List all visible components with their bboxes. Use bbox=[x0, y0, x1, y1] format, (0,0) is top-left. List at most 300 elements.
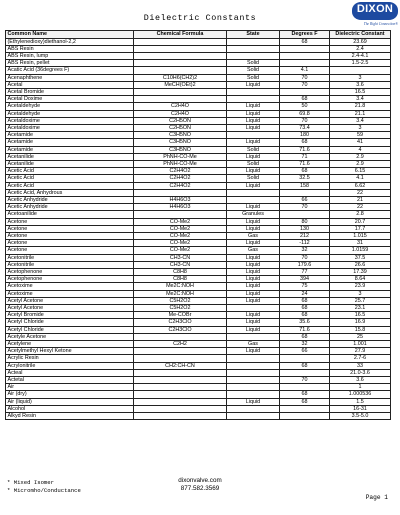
cell-degrees-f: 32 bbox=[280, 341, 330, 348]
table-row bbox=[6, 377, 391, 384]
cell-common-name: Acetal bbox=[6, 81, 134, 88]
cell-degrees-f: 71 bbox=[280, 153, 330, 160]
cell-dielectric-constant: 21.8 bbox=[330, 103, 391, 110]
cell-chemical-formula: CO-Me2 bbox=[134, 240, 227, 247]
table-row bbox=[6, 160, 391, 167]
cell-chemical-formula: CO-Me2 bbox=[134, 218, 227, 225]
cell-chemical-formula bbox=[134, 398, 227, 405]
cell-chemical-formula bbox=[134, 88, 227, 95]
cell-degrees-f bbox=[280, 405, 330, 412]
cell-degrees-f: 130 bbox=[280, 225, 330, 232]
cell-state: Solid bbox=[227, 74, 280, 81]
cell-degrees-f: 71.6 bbox=[280, 160, 330, 167]
cell-chemical-formula: C8H8 bbox=[134, 269, 227, 276]
header-common-name: Common Name bbox=[6, 31, 134, 39]
cell-common-name: Air (liquid) bbox=[6, 398, 134, 405]
cell-dielectric-constant bbox=[330, 67, 391, 74]
table-row bbox=[6, 67, 391, 74]
cell-state bbox=[227, 45, 280, 52]
page-number: Page 1 bbox=[365, 494, 388, 501]
cell-state bbox=[227, 38, 280, 45]
table-row bbox=[6, 168, 391, 175]
cell-dielectric-constant: 20.7 bbox=[330, 218, 391, 225]
cell-dielectric-constant: 16.5 bbox=[330, 312, 391, 319]
cell-common-name: Acetic Acid bbox=[6, 182, 134, 189]
table-row bbox=[6, 81, 391, 88]
cell-state bbox=[227, 52, 280, 59]
cell-degrees-f: 180 bbox=[280, 132, 330, 139]
cell-degrees-f: -112 bbox=[280, 240, 330, 247]
cell-chemical-formula bbox=[134, 189, 227, 196]
cell-degrees-f bbox=[280, 88, 330, 95]
cell-degrees-f: 68 bbox=[280, 398, 330, 405]
table-row bbox=[6, 232, 391, 239]
cell-common-name: Acetone bbox=[6, 218, 134, 225]
cell-chemical-formula: C2H4O bbox=[134, 103, 227, 110]
cell-state bbox=[227, 405, 280, 412]
cell-chemical-formula: C2H2 bbox=[134, 341, 227, 348]
cell-common-name: Acetone bbox=[6, 240, 134, 247]
table-row bbox=[6, 413, 391, 420]
cell-common-name: ABS Resin bbox=[6, 45, 134, 52]
table-row bbox=[6, 218, 391, 225]
cell-state bbox=[227, 88, 280, 95]
cell-chemical-formula: C10H6(CH2)2 bbox=[134, 74, 227, 81]
cell-chemical-formula bbox=[134, 333, 227, 340]
cell-degrees-f: 179.6 bbox=[280, 261, 330, 268]
cell-common-name: Acetone bbox=[6, 232, 134, 239]
cell-state: Liquid bbox=[227, 269, 280, 276]
cell-state: Liquid bbox=[227, 240, 280, 247]
website-link[interactable]: dixonvalve.com bbox=[178, 477, 222, 484]
cell-degrees-f: 66 bbox=[280, 196, 330, 203]
cell-state: Liquid bbox=[227, 290, 280, 297]
table-row bbox=[6, 319, 391, 326]
cell-dielectric-constant: 21 bbox=[330, 196, 391, 203]
table-row bbox=[6, 341, 391, 348]
cell-common-name: Acetal Doxime bbox=[6, 96, 134, 103]
table-row bbox=[6, 312, 391, 319]
cell-degrees-f: 68 bbox=[280, 333, 330, 340]
cell-chemical-formula: PhNH-CO-Me bbox=[134, 160, 227, 167]
table-row bbox=[6, 88, 391, 95]
cell-common-name: Alkyd Resin bbox=[6, 413, 134, 420]
cell-state: Liquid bbox=[227, 204, 280, 211]
cell-degrees-f: 68 bbox=[280, 362, 330, 369]
cell-chemical-formula bbox=[134, 60, 227, 67]
cell-chemical-formula bbox=[134, 96, 227, 103]
cell-chemical-formula: C2H5ON bbox=[134, 124, 227, 131]
cell-degrees-f: 4.1 bbox=[280, 67, 330, 74]
table-row bbox=[6, 326, 391, 333]
table-row bbox=[6, 283, 391, 290]
cell-common-name: ABS Resin, pellet bbox=[6, 60, 134, 67]
cell-chemical-formula bbox=[134, 52, 227, 59]
cell-dielectric-constant: 25.7 bbox=[330, 297, 391, 304]
cell-state bbox=[227, 305, 280, 312]
cell-degrees-f: 68 bbox=[280, 312, 330, 319]
cell-degrees-f: 66 bbox=[280, 348, 330, 355]
cell-state: Solid bbox=[227, 175, 280, 182]
cell-dielectric-constant: 22 bbox=[330, 204, 391, 211]
cell-common-name: Acetic Acid, Anhydrous bbox=[6, 189, 134, 196]
cell-dielectric-constant: 1.0159 bbox=[330, 247, 391, 254]
dixon-logo bbox=[352, 2, 398, 30]
cell-common-name: Acetic Acid bbox=[6, 168, 134, 175]
cell-chemical-formula: H4H6O3 bbox=[134, 196, 227, 203]
cell-dielectric-constant: 2.9 bbox=[330, 153, 391, 160]
logo-tagline: The Right Connection® bbox=[363, 22, 398, 26]
cell-degrees-f bbox=[280, 355, 330, 362]
cell-degrees-f: 35.6 bbox=[280, 319, 330, 326]
cell-dielectric-constant: 22 bbox=[330, 189, 391, 196]
table-row bbox=[6, 384, 391, 391]
cell-state: Liquid bbox=[227, 124, 280, 131]
cell-chemical-formula: CO-Me2 bbox=[134, 247, 227, 254]
cell-chemical-formula bbox=[134, 348, 227, 355]
cell-dielectric-constant: 3.4 bbox=[330, 117, 391, 124]
table-row bbox=[6, 254, 391, 261]
cell-state: Liquid bbox=[227, 182, 280, 189]
cell-dielectric-constant: 3.6 bbox=[330, 81, 391, 88]
cell-dielectric-constant: 3 bbox=[330, 74, 391, 81]
cell-state: Liquid bbox=[227, 103, 280, 110]
footnote-micromho: * Micromho/Conductance bbox=[7, 486, 81, 494]
cell-chemical-formula: H4H6O3 bbox=[134, 204, 227, 211]
cell-state: Liquid bbox=[227, 319, 280, 326]
cell-state: Liquid bbox=[227, 117, 280, 124]
cell-dielectric-constant: 3.4 bbox=[330, 96, 391, 103]
cell-common-name: Acetanilide bbox=[6, 153, 134, 160]
cell-common-name: Alcohol bbox=[6, 405, 134, 412]
cell-degrees-f: 70 bbox=[280, 377, 330, 384]
cell-common-name: Acetylmethyl Hexyl Ketone bbox=[6, 348, 134, 355]
cell-common-name: Acetamide bbox=[6, 139, 134, 146]
table-row bbox=[6, 225, 391, 232]
cell-chemical-formula: C5H2O2 bbox=[134, 297, 227, 304]
cell-state: Liquid bbox=[227, 312, 280, 319]
cell-dielectric-constant: 31 bbox=[330, 240, 391, 247]
cell-common-name: Acetonitrile bbox=[6, 254, 134, 261]
cell-common-name: Acetic Anhydride bbox=[6, 196, 134, 203]
cell-dielectric-constant: 6.15 bbox=[330, 168, 391, 175]
table-row bbox=[6, 189, 391, 196]
cell-chemical-formula: Me-COBr bbox=[134, 312, 227, 319]
cell-dielectric-constant: 33 bbox=[330, 362, 391, 369]
cell-degrees-f: 73.4 bbox=[280, 124, 330, 131]
cell-dielectric-constant: 8.64 bbox=[330, 276, 391, 283]
cell-degrees-f: 68 bbox=[280, 168, 330, 175]
cell-dielectric-constant: 1.5-2.5 bbox=[330, 60, 391, 67]
cell-chemical-formula: CO-Me2 bbox=[134, 232, 227, 239]
cell-degrees-f bbox=[280, 189, 330, 196]
cell-state: Liquid bbox=[227, 283, 280, 290]
page-title: Dielectric Constants bbox=[143, 13, 257, 23]
cell-dielectric-constant: 23.9 bbox=[330, 283, 391, 290]
cell-dielectric-constant: 3 bbox=[330, 124, 391, 131]
cell-common-name: Acetamide bbox=[6, 146, 134, 153]
header-degrees-f: Degrees F bbox=[280, 31, 330, 39]
cell-common-name: Acetophenone bbox=[6, 269, 134, 276]
cell-dielectric-constant: 15.8 bbox=[330, 326, 391, 333]
cell-chemical-formula bbox=[134, 413, 227, 420]
cell-state: Liquid bbox=[227, 81, 280, 88]
cell-dielectric-constant: 3 bbox=[330, 290, 391, 297]
table-row bbox=[6, 196, 391, 203]
cell-chemical-formula: C2H5ON bbox=[134, 117, 227, 124]
cell-degrees-f bbox=[280, 60, 330, 67]
cell-state bbox=[227, 362, 280, 369]
cell-common-name: Acetaldoxime bbox=[6, 124, 134, 131]
cell-degrees-f: 70 bbox=[280, 74, 330, 81]
table-row bbox=[6, 391, 391, 398]
cell-degrees-f: 77 bbox=[280, 269, 330, 276]
table-row bbox=[6, 146, 391, 153]
cell-dielectric-constant: 1.015 bbox=[330, 232, 391, 239]
cell-dielectric-constant: 59 bbox=[330, 132, 391, 139]
cell-dielectric-constant: 16.9 bbox=[330, 319, 391, 326]
cell-common-name: Acetaldehyde bbox=[6, 110, 134, 117]
cell-state bbox=[227, 391, 280, 398]
table-body bbox=[6, 38, 391, 420]
cell-common-name: Acetophenone bbox=[6, 276, 134, 283]
cell-state bbox=[227, 96, 280, 103]
cell-common-name: Acetonitrile bbox=[6, 261, 134, 268]
table-row bbox=[6, 405, 391, 412]
cell-state: Granules bbox=[227, 211, 280, 218]
table-row bbox=[6, 103, 391, 110]
cell-chemical-formula bbox=[134, 377, 227, 384]
cell-common-name: Acetal Bromide bbox=[6, 88, 134, 95]
cell-degrees-f: 68 bbox=[280, 391, 330, 398]
cell-common-name: Air bbox=[6, 384, 134, 391]
cell-chemical-formula bbox=[134, 355, 227, 362]
cell-degrees-f: 71.6 bbox=[280, 146, 330, 153]
cell-state bbox=[227, 189, 280, 196]
cell-common-name: Acetyle Acetone bbox=[6, 333, 134, 340]
table-row bbox=[6, 60, 391, 67]
dielectric-table bbox=[5, 30, 391, 420]
cell-state: Liquid bbox=[227, 153, 280, 160]
table-row bbox=[6, 247, 391, 254]
cell-chemical-formula: C2H4O bbox=[134, 110, 227, 117]
table-row bbox=[6, 117, 391, 124]
cell-state bbox=[227, 384, 280, 391]
cell-degrees-f: 80 bbox=[280, 218, 330, 225]
table-row bbox=[6, 290, 391, 297]
cell-chemical-formula bbox=[134, 67, 227, 74]
cell-dielectric-constant: 4 bbox=[330, 146, 391, 153]
cell-state: Liquid bbox=[227, 218, 280, 225]
cell-state: Solid bbox=[227, 67, 280, 74]
cell-degrees-f: 75 bbox=[280, 283, 330, 290]
table-row bbox=[6, 175, 391, 182]
cell-dielectric-constant: 25 bbox=[330, 333, 391, 340]
table-row bbox=[6, 305, 391, 312]
table-row bbox=[6, 52, 391, 59]
cell-degrees-f bbox=[280, 52, 330, 59]
cell-dielectric-constant: 21.0-3.6 bbox=[330, 369, 391, 376]
phone-number: 877.582.3569 bbox=[180, 485, 220, 492]
cell-chemical-formula: Me2C:NOH bbox=[134, 283, 227, 290]
table-row bbox=[6, 74, 391, 81]
table-row bbox=[6, 124, 391, 131]
cell-dielectric-constant: 2.9 bbox=[330, 160, 391, 167]
cell-common-name: Acetaldoxime bbox=[6, 117, 134, 124]
cell-degrees-f: 158 bbox=[280, 182, 330, 189]
cell-common-name: Acetic Anhydride bbox=[6, 204, 134, 211]
cell-state bbox=[227, 333, 280, 340]
table-row bbox=[6, 38, 391, 45]
table-row bbox=[6, 333, 391, 340]
cell-chemical-formula: C8H8 bbox=[134, 276, 227, 283]
cell-chemical-formula bbox=[134, 369, 227, 376]
cell-chemical-formula: C2H3ClO bbox=[134, 326, 227, 333]
cell-common-name: Acetyl Chloride bbox=[6, 319, 134, 326]
cell-chemical-formula: C5H2O2 bbox=[134, 305, 227, 312]
cell-dielectric-constant: 21.1 bbox=[330, 110, 391, 117]
cell-degrees-f: 394 bbox=[280, 276, 330, 283]
cell-state: Liquid bbox=[227, 326, 280, 333]
header-state: State bbox=[227, 31, 280, 39]
cell-state bbox=[227, 377, 280, 384]
cell-degrees-f: 68 bbox=[280, 139, 330, 146]
cell-dielectric-constant: 1.5 bbox=[330, 398, 391, 405]
cell-state bbox=[227, 132, 280, 139]
cell-degrees-f: 68 bbox=[280, 96, 330, 103]
cell-degrees-f: 50 bbox=[280, 103, 330, 110]
cell-chemical-formula bbox=[134, 38, 227, 45]
cell-degrees-f: 24 bbox=[280, 290, 330, 297]
cell-chemical-formula: C3H5NO bbox=[134, 132, 227, 139]
cell-chemical-formula bbox=[134, 45, 227, 52]
cell-common-name: Acetyl Acetone bbox=[6, 297, 134, 304]
cell-degrees-f: 32 bbox=[280, 247, 330, 254]
cell-state: Liquid bbox=[227, 297, 280, 304]
cell-dielectric-constant: 2.4 bbox=[330, 45, 391, 52]
cell-chemical-formula: MeCH(OEt)2 bbox=[134, 81, 227, 88]
cell-chemical-formula: CH2:CH-CN bbox=[134, 362, 227, 369]
cell-state: Liquid bbox=[227, 139, 280, 146]
cell-degrees-f bbox=[280, 413, 330, 420]
cell-dielectric-constant: 26.6 bbox=[330, 261, 391, 268]
table-row bbox=[6, 362, 391, 369]
table-row bbox=[6, 269, 391, 276]
cell-dielectric-constant: 16.5 bbox=[330, 88, 391, 95]
cell-common-name: Acetoxime bbox=[6, 283, 134, 290]
cell-state: Gas bbox=[227, 247, 280, 254]
cell-chemical-formula: CH3-CN bbox=[134, 254, 227, 261]
table-row bbox=[6, 398, 391, 405]
cell-state: Gas bbox=[227, 232, 280, 239]
table-row bbox=[6, 204, 391, 211]
cell-common-name: Acatic Acid (36degrees F) bbox=[6, 67, 134, 74]
cell-common-name: Acenaphthene bbox=[6, 74, 134, 81]
cell-dielectric-constant: 17.39 bbox=[330, 269, 391, 276]
cell-common-name: Acetone bbox=[6, 247, 134, 254]
cell-chemical-formula: C2H4O2 bbox=[134, 168, 227, 175]
cell-common-name: Air (dry) bbox=[6, 391, 134, 398]
table-row bbox=[6, 139, 391, 146]
cell-chemical-formula: C2H4O2 bbox=[134, 182, 227, 189]
cell-state: Liquid bbox=[227, 110, 280, 117]
cell-common-name: Acetylene bbox=[6, 341, 134, 348]
cell-dielectric-constant: 2.4-4.1 bbox=[330, 52, 391, 59]
cell-dielectric-constant: 1 bbox=[330, 384, 391, 391]
cell-dielectric-constant: 23.69 bbox=[330, 38, 391, 45]
cell-common-name: Actetal bbox=[6, 377, 134, 384]
table-row bbox=[6, 355, 391, 362]
cell-chemical-formula: C2H3ClO bbox=[134, 319, 227, 326]
cell-state: Liquid bbox=[227, 348, 280, 355]
contact-info bbox=[0, 477, 400, 493]
table-row bbox=[6, 96, 391, 103]
cell-state: Liquid bbox=[227, 225, 280, 232]
footnote-mixed-isomer: * Mixed Isomer bbox=[7, 479, 54, 486]
cell-degrees-f: 68 bbox=[280, 305, 330, 312]
table-row bbox=[6, 110, 391, 117]
cell-chemical-formula bbox=[134, 211, 227, 218]
cell-dielectric-constant: 3.6 bbox=[330, 377, 391, 384]
cell-degrees-f: 212 bbox=[280, 232, 330, 239]
table-row bbox=[6, 211, 391, 218]
cell-dielectric-constant: 6.62 bbox=[330, 182, 391, 189]
cell-state: Solid bbox=[227, 160, 280, 167]
cell-degrees-f bbox=[280, 45, 330, 52]
table-row bbox=[6, 297, 391, 304]
cell-dielectric-constant: 2.7-6 bbox=[330, 355, 391, 362]
cell-common-name: (Ethylenedioxy)diethanol-2,2 bbox=[6, 38, 134, 45]
cell-state bbox=[227, 355, 280, 362]
cell-dielectric-constant: 1.001 bbox=[330, 341, 391, 348]
header-dielectric-constant: Dielectric Constant bbox=[330, 31, 391, 39]
cell-common-name: Acetoxime bbox=[6, 290, 134, 297]
cell-dielectric-constant: 16-31 bbox=[330, 405, 391, 412]
cell-degrees-f: 69.8 bbox=[280, 110, 330, 117]
cell-state bbox=[227, 196, 280, 203]
cell-dielectric-constant: 37.5 bbox=[330, 254, 391, 261]
cell-common-name: Acetyl Bromide bbox=[6, 312, 134, 319]
cell-chemical-formula: Me2C:NOH bbox=[134, 290, 227, 297]
table-row bbox=[6, 132, 391, 139]
cell-state: Solid bbox=[227, 60, 280, 67]
cell-common-name: Acetaldehyde bbox=[6, 103, 134, 110]
cell-state bbox=[227, 413, 280, 420]
cell-common-name: Acetamide bbox=[6, 132, 134, 139]
cell-dielectric-constant: 41 bbox=[330, 139, 391, 146]
cell-chemical-formula: C2H4O2 bbox=[134, 175, 227, 182]
cell-common-name: Acteal bbox=[6, 369, 134, 376]
cell-state: Liquid bbox=[227, 398, 280, 405]
cell-dielectric-constant: 4.1 bbox=[330, 175, 391, 182]
cell-common-name: Acrylic Resin bbox=[6, 355, 134, 362]
cell-common-name: Acetyl Acetone bbox=[6, 305, 134, 312]
table-header-row bbox=[6, 31, 391, 39]
cell-dielectric-constant: 3.5-5.0 bbox=[330, 413, 391, 420]
cell-dielectric-constant: 23.1 bbox=[330, 305, 391, 312]
cell-degrees-f: 68 bbox=[280, 297, 330, 304]
cell-degrees-f: 70 bbox=[280, 254, 330, 261]
cell-chemical-formula: C3H5NO bbox=[134, 146, 227, 153]
cell-chemical-formula bbox=[134, 384, 227, 391]
cell-degrees-f: 70 bbox=[280, 204, 330, 211]
header-chemical-formula: Chemical Formula bbox=[134, 31, 227, 39]
cell-degrees-f: 70 bbox=[280, 117, 330, 124]
cell-chemical-formula: CH3-CN bbox=[134, 261, 227, 268]
cell-degrees-f: 70 bbox=[280, 81, 330, 88]
cell-common-name: Acetone bbox=[6, 225, 134, 232]
cell-common-name: Acetoanilide bbox=[6, 211, 134, 218]
